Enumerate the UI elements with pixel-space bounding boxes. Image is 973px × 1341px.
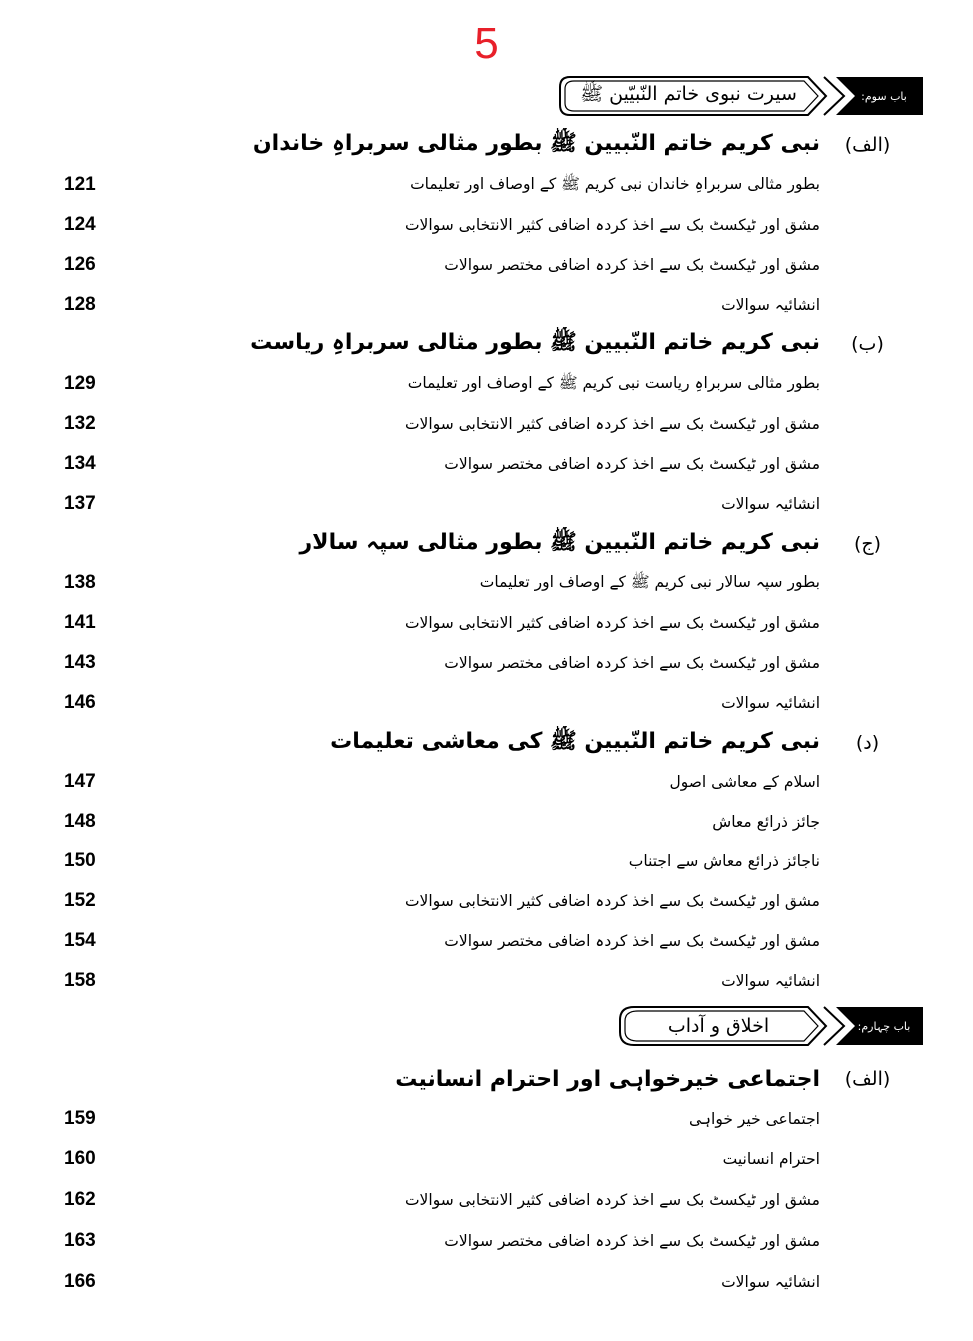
toc-entry[interactable] [60,489,820,519]
toc-entry[interactable] [60,210,820,240]
toc-entry[interactable] [60,1144,820,1174]
toc-entry[interactable] [60,568,820,598]
toc-entry[interactable] [60,369,820,399]
section-heading: نبی کریم خاتم النّبیین ﷺ بطور مثالی سپہ سالار [299,530,820,555]
toc-entry-title: مشق اور ٹیکسٹ بک سے اخذ کردہ اضافی مختصر سوالات [444,1232,820,1250]
toc-entry-page: 124 [64,214,96,235]
toc-entry-page: 148 [64,811,96,832]
toc-entry[interactable] [60,926,820,956]
section-heading: نبی کریم خاتم النّبیین ﷺ بطور مثالی سربراہِ خاندان [252,131,820,156]
toc-entry-title: مشق اور ٹیکسٹ بک سے اخذ کردہ اضافی کثیر الانتخابی سوالات [404,216,820,234]
chapter-label: باب سوم: [861,89,907,103]
toc-entry-title: مشق اور ٹیکسٹ بک سے اخذ کردہ اضافی کثیر الانتخابی سوالات [404,614,820,632]
toc-entry-title: انشائیہ سوالات [721,972,820,990]
toc-entry[interactable] [60,409,820,439]
toc-entry-title: مشق اور ٹیکسٹ بک سے اخذ کردہ اضافی مختصر سوالات [444,256,820,274]
chapter-label: باب چہارم: [857,1019,911,1033]
toc-entry-title: احترام انسانیت [722,1150,820,1168]
toc-entry-page: 163 [64,1230,96,1251]
section-marker: (ب) [851,333,884,355]
toc-entry[interactable] [60,886,820,916]
toc-entry-page: 132 [64,413,96,434]
toc-entry-title: مشق اور ٹیکسٹ بک سے اخذ کردہ اضافی کثیر الانتخابی سوالات [404,1191,820,1209]
toc-entry-title: ناجائز ذرائع معاش سے اجتناب [628,852,820,870]
toc-entry-page: 146 [64,692,96,713]
chapter-banner [556,1004,923,1048]
toc-entry-page: 141 [64,612,96,633]
section-heading: نبی کریم خاتم النّبیین ﷺ کی معاشی تعلیمات [330,729,820,754]
chapter-title: سیرت نبوی خاتم النّبیّین ﷺ [580,83,797,105]
toc-entry[interactable] [60,846,820,876]
toc-entry[interactable] [60,1104,820,1134]
toc-entry-title: مشق اور ٹیکسٹ بک سے اخذ کردہ اضافی کثیر الانتخابی سوالات [404,415,820,433]
page-number: 5 [474,19,499,68]
toc-entry-title: مشق اور ٹیکسٹ بک سے اخذ کردہ اضافی مختصر سوالات [444,455,820,473]
toc-entry[interactable] [60,170,820,200]
toc-entry-page: 129 [64,373,96,394]
toc-entry-title: انشائیہ سوالات [721,1273,820,1291]
toc-entry[interactable] [60,1226,820,1256]
toc-entry[interactable] [60,688,820,718]
toc-entry-page: 143 [64,652,96,673]
chapter-title: اخلاق و آداب [667,1015,770,1037]
toc-entry-page: 160 [64,1148,96,1169]
toc-entry-title: بطور سپہ سالار نبی کریم ﷺ کے اوصاف اور تعلیمات [479,572,820,591]
section-marker: (ج) [853,533,882,555]
toc-entry[interactable] [60,250,820,280]
toc-entry[interactable] [60,1185,820,1215]
section-heading: اجتماعی خیرخواہی اور احترام انسانیت [395,1066,820,1092]
toc-entry-page: 128 [64,294,96,315]
toc-entry-page: 134 [64,453,96,474]
toc-entry-page: 158 [64,970,96,991]
toc-entry-page: 147 [64,771,96,792]
toc-entry[interactable] [60,648,820,678]
toc-entry[interactable] [60,767,820,797]
toc-entry[interactable] [60,449,820,479]
toc-entry-page: 152 [64,890,96,911]
section-marker: (الف) [844,1068,891,1090]
toc-entry-page: 126 [64,254,96,275]
toc-entry-title: بطور مثالی سربراہِ خاندان نبی کریم ﷺ کے اوصاف اور تعلیمات [410,174,820,193]
toc-entry-title: انشائیہ سوالات [721,495,820,513]
toc-entry[interactable] [60,290,820,320]
toc-entry-title: انشائیہ سوالات [721,694,820,712]
section-heading: نبی کریم خاتم النّبیین ﷺ بطور مثالی سربراہِ ریاست [250,330,820,355]
chapter-banner [556,74,923,118]
toc-entry-title: انشائیہ سوالات [721,296,820,314]
toc-entry[interactable] [60,807,820,837]
toc-entry-title: جائز ذرائع معاش [712,813,820,831]
toc-entry-page: 162 [64,1189,96,1210]
toc-entry-page: 137 [64,493,96,514]
toc-entry-page: 166 [64,1271,96,1292]
toc-entry-title: مشق اور ٹیکسٹ بک سے اخذ کردہ اضافی مختصر سوالات [444,932,820,950]
section-marker: (د) [855,732,880,754]
toc-entry[interactable] [60,966,820,996]
toc-entry[interactable] [60,1267,820,1297]
toc-entry-title: مشق اور ٹیکسٹ بک سے اخذ کردہ اضافی کثیر الانتخابی سوالات [404,892,820,910]
toc-entry-page: 154 [64,930,96,951]
toc-entry-page: 121 [64,174,96,195]
toc-entry-page: 138 [64,572,96,593]
toc-entry-page: 150 [64,850,96,871]
toc-entry-title: اسلام کے معاشی اصول [669,773,820,791]
section-marker: (الف) [844,134,891,156]
toc-entry-page: 159 [64,1108,96,1129]
toc-entry-title: اجتماعی خیر خواہی [689,1110,820,1128]
toc-entry[interactable] [60,608,820,638]
toc-entry-title: بطور مثالی سربراہِ ریاست نبی کریم ﷺ کے اوصاف اور تعلیمات [407,373,820,392]
toc-entry-title: مشق اور ٹیکسٹ بک سے اخذ کردہ اضافی مختصر سوالات [444,654,820,672]
